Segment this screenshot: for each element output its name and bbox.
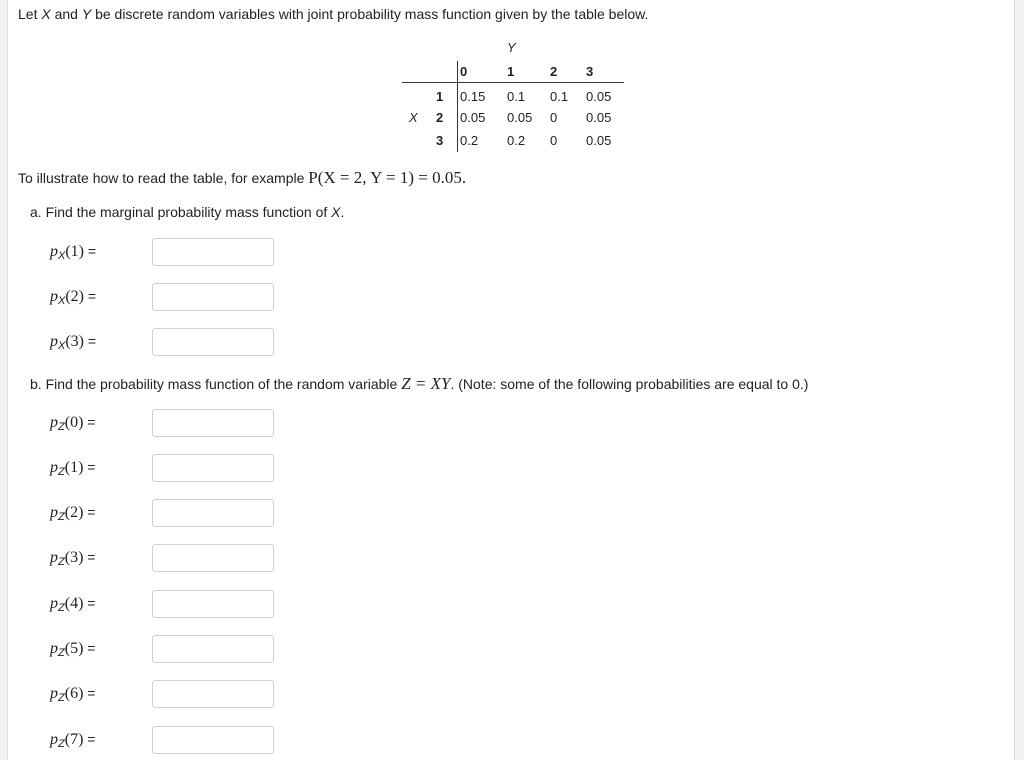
- equals-sign: =: [83, 458, 96, 475]
- equals-sign: =: [83, 594, 96, 611]
- p-symbol: p: [50, 639, 58, 657]
- p-symbol: p: [50, 413, 58, 431]
- answer-input-pz-2[interactable]: [152, 499, 274, 527]
- answer-label: [50, 549, 108, 568]
- subscript: Z: [58, 420, 65, 433]
- answer-input-pz-5[interactable]: [152, 635, 274, 663]
- answer-label: [50, 595, 108, 614]
- answer-input-pz-7[interactable]: [152, 726, 274, 754]
- example-math: P(X = 2, Y = 1) = 0.05.: [308, 168, 467, 187]
- argument: (3): [65, 332, 84, 350]
- equals-sign: =: [83, 548, 96, 565]
- argument: (2): [64, 503, 84, 521]
- row-header: 2: [436, 110, 444, 125]
- intro-var-x: X: [41, 6, 51, 22]
- intro-prefix: Let: [18, 6, 42, 22]
- table-cell: 0.05: [460, 110, 486, 125]
- table-cell: 0.15: [460, 89, 486, 104]
- answer-label: [50, 288, 108, 307]
- subscript: Z: [58, 510, 65, 523]
- p-symbol: p: [50, 458, 58, 476]
- argument: (1): [64, 458, 84, 476]
- part-b-math: Z = XY: [401, 374, 451, 393]
- p-symbol: p: [50, 594, 58, 612]
- row-header: 1: [436, 89, 444, 104]
- part-b-prompt: [30, 374, 808, 394]
- answer-row-pz-3: [50, 543, 108, 573]
- subscript: Z: [58, 691, 65, 704]
- subscript: X: [58, 294, 66, 307]
- part-b-suffix: . (Note: some of the following probabilities are equal to 0.): [450, 376, 809, 392]
- answer-row-pz-1: [50, 453, 108, 483]
- answer-label: [50, 333, 108, 352]
- y-axis-label: Y: [507, 40, 516, 55]
- subscript: Z: [58, 555, 65, 568]
- answer-label: [50, 504, 108, 523]
- p-symbol: p: [50, 684, 58, 702]
- table-cell: 0.1: [507, 89, 526, 104]
- p-symbol: p: [50, 287, 58, 305]
- answer-row-px-2: [50, 282, 108, 312]
- x-axis-label: X: [409, 110, 418, 125]
- row-header: 3: [436, 133, 444, 148]
- intro-and: and: [50, 6, 82, 22]
- equals-sign: =: [83, 684, 96, 701]
- table-cell: 0.05: [507, 110, 533, 125]
- part-a-suffix: .: [340, 204, 345, 220]
- p-symbol: p: [50, 242, 58, 260]
- answer-input-pz-4[interactable]: [152, 590, 274, 618]
- answer-row-px-3: [50, 327, 108, 357]
- equals-sign: =: [84, 332, 97, 349]
- answer-label: [50, 640, 108, 659]
- part-a-var: X: [331, 204, 341, 220]
- equals-sign: =: [83, 730, 96, 747]
- table-header-rule: [402, 82, 624, 83]
- table-cell: 0.05: [586, 110, 612, 125]
- col-header: 3: [586, 64, 594, 79]
- part-b-prefix: b. Find the probability mass function of the random variable: [30, 376, 402, 392]
- table-cell: 0.1: [550, 89, 569, 104]
- argument: (2): [65, 287, 84, 305]
- answer-input-pz-0[interactable]: [152, 409, 274, 437]
- col-header: 1: [507, 64, 515, 79]
- p-symbol: p: [50, 332, 58, 350]
- equals-sign: =: [84, 242, 97, 259]
- argument: (5): [64, 639, 84, 657]
- table-row-rule: [457, 61, 458, 152]
- p-symbol: p: [50, 730, 58, 748]
- answer-row-pz-4: [50, 589, 108, 619]
- subscript: Z: [58, 601, 65, 614]
- subscript: Z: [58, 465, 65, 478]
- answer-label: [50, 243, 108, 262]
- equals-sign: =: [84, 287, 97, 304]
- answer-row-pz-6: [50, 679, 108, 709]
- subscript: X: [58, 249, 66, 262]
- argument: (7): [64, 730, 84, 748]
- answer-input-px-3[interactable]: [152, 328, 274, 356]
- answer-input-px-2[interactable]: [152, 283, 274, 311]
- argument: (1): [65, 242, 84, 260]
- table-cell: 0.05: [586, 133, 612, 148]
- intro-text: [18, 6, 648, 22]
- answer-input-px-1[interactable]: [152, 238, 274, 266]
- p-symbol: p: [50, 548, 58, 566]
- argument: (3): [64, 548, 84, 566]
- argument: (4): [64, 594, 84, 612]
- col-header: 0: [460, 64, 468, 79]
- col-header: 2: [550, 64, 558, 79]
- table-cell: 0: [550, 133, 558, 148]
- answer-input-pz-3[interactable]: [152, 544, 274, 572]
- part-a-prompt: [30, 204, 344, 220]
- equals-sign: =: [83, 639, 96, 656]
- subscript: Z: [58, 646, 65, 659]
- part-a-prefix: a. Find the marginal probability mass function of: [30, 204, 332, 220]
- subscript: Z: [58, 737, 65, 750]
- answer-label: [50, 459, 108, 478]
- example-prefix: To illustrate how to read the table, for example: [18, 170, 309, 186]
- equals-sign: =: [83, 503, 96, 520]
- intro-var-y: Y: [81, 6, 92, 22]
- table-cell: 0.2: [460, 133, 479, 148]
- answer-row-pz-2: [50, 498, 108, 528]
- argument: (6): [64, 684, 84, 702]
- answer-input-pz-1[interactable]: [152, 454, 274, 482]
- answer-row-pz-0: [50, 408, 108, 438]
- answer-row-pz-7: [50, 725, 108, 755]
- answer-input-pz-6[interactable]: [152, 680, 274, 708]
- argument: (0): [64, 413, 84, 431]
- answer-row-pz-5: [50, 634, 108, 664]
- table-cell: 0: [550, 110, 558, 125]
- answer-label: [50, 731, 108, 750]
- equals-sign: =: [83, 413, 96, 430]
- table-cell: 0.05: [586, 89, 612, 104]
- p-symbol: p: [50, 503, 58, 521]
- subscript: X: [58, 339, 66, 352]
- answer-label: [50, 685, 108, 704]
- table-cell: 0.2: [507, 133, 526, 148]
- example-text: [18, 168, 466, 188]
- intro-suffix: be discrete random variables with joint probability mass function given by the table below.: [91, 6, 649, 22]
- question-panel: [7, 0, 1015, 760]
- answer-label: [50, 414, 108, 433]
- answer-row-px-1: [50, 237, 108, 267]
